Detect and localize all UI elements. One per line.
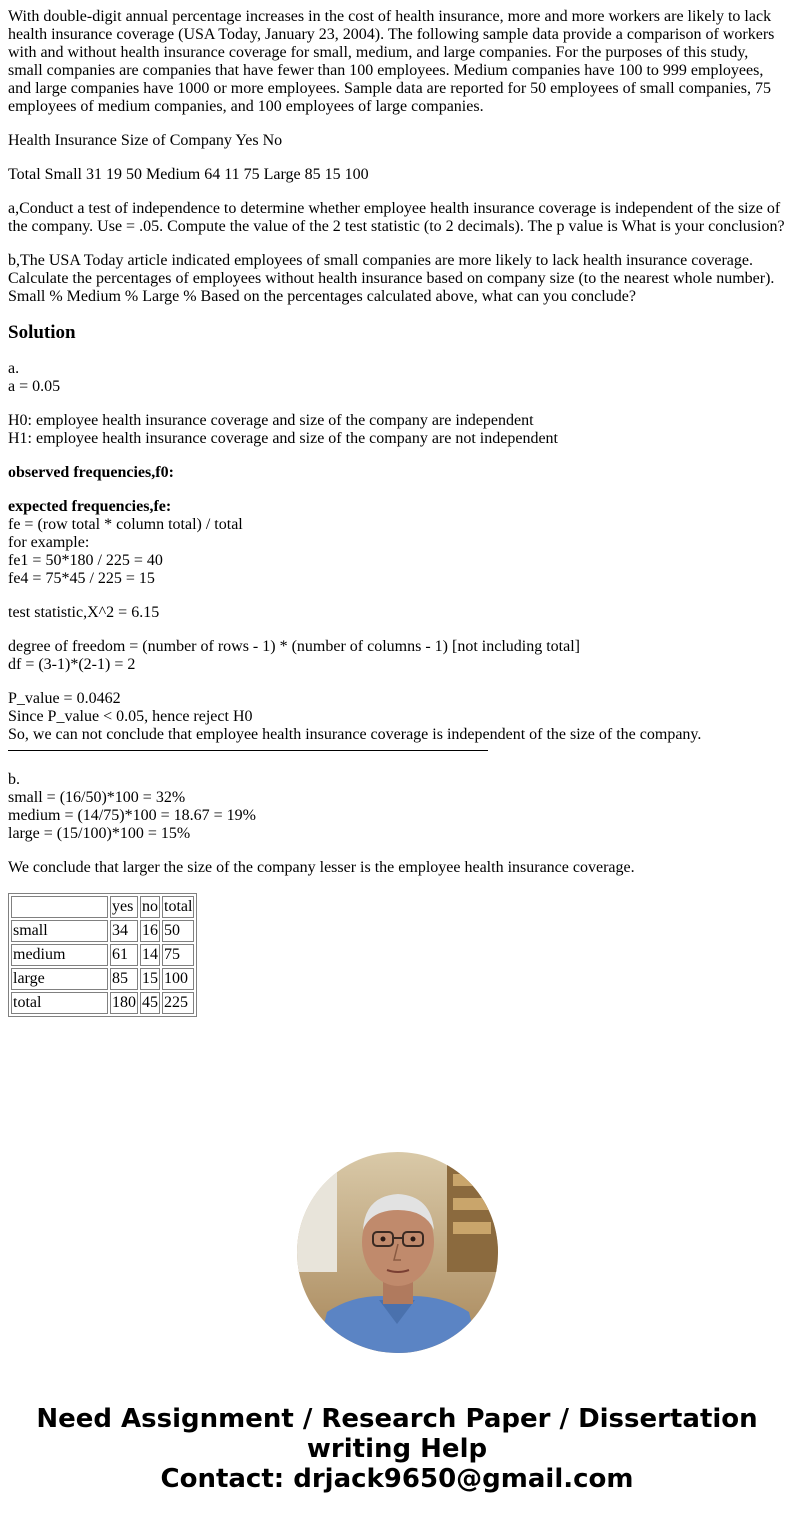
- part-b-label: b.: [8, 771, 20, 788]
- for-example: for example:: [8, 534, 90, 551]
- dof-formula: degree of freedom = (number of rows - 1) * (number of columns - 1) [not including total]: [8, 638, 580, 655]
- large-percentage: large = (15/100)*100 = 15%: [8, 825, 191, 842]
- question-table-data: Total Small 31 19 50 Medium 64 11 75 Large 85 15 100: [8, 166, 369, 183]
- medium-percentage: medium = (14/75)*100 = 18.67 = 19%: [8, 807, 256, 824]
- table-cell: 45: [140, 992, 160, 1014]
- fe1-example: fe1 = 50*180 / 225 = 40: [8, 552, 163, 569]
- df-value: df = (3-1)*(2-1) = 2: [8, 656, 136, 673]
- promo-line-2: writing Help: [306, 1434, 488, 1464]
- table-cell: total: [11, 992, 108, 1014]
- question-table-header: Health Insurance Size of Company Yes No: [8, 132, 283, 149]
- solution-heading: Solution: [8, 322, 76, 343]
- question-part-a: a,Conduct a test of independence to determine whether employee health insurance coverage is independent of the size of the company. Use = .05. Compute the value of the 2 test statistic (to 2 decimals). The p value is What is your conclusion?: [8, 200, 785, 235]
- table-cell: 16: [140, 920, 160, 942]
- table-cell: 225: [162, 992, 194, 1014]
- table-cell: medium: [11, 944, 108, 966]
- table-row: [11, 944, 194, 966]
- table-cell: 50: [162, 920, 194, 942]
- table-cell: small: [11, 920, 108, 942]
- table-row: [11, 992, 194, 1014]
- table-header-cell: total: [162, 896, 194, 918]
- table-cell: 61: [110, 944, 138, 966]
- alpha-value: a = 0.05: [8, 378, 61, 395]
- conclusion-a: So, we can not conclude that employee health insurance coverage is independent of the size of the company.: [8, 726, 702, 743]
- frequency-table: [8, 893, 197, 1017]
- table-header-cell: yes: [110, 896, 138, 918]
- divider: [8, 750, 488, 751]
- table-row: [11, 920, 194, 942]
- p-value: P_value = 0.0462: [8, 690, 121, 707]
- conclusion-b: We conclude that larger the size of the company lesser is the employee health insurance coverage.: [8, 859, 635, 876]
- question-intro: With double-digit annual percentage increases in the cost of health insurance, more and more workers are likely to lack health insurance coverage (USA Today, January 23, 2004). The following sample data provide a comparison of workers with and without health insurance coverage for small, medium, and large companies. For the purposes of this study, small companies are companies that have fewer than 100 employees. Medium companies have 100 to 999 employees, and large companies have 1000 or more employees. Sample data are reported for 50 employees of small companies, 75 employees of medium companies, and 100 employees of large companies.: [8, 8, 775, 115]
- part-a-label: a.: [8, 360, 20, 377]
- table-cell: 15: [140, 968, 160, 990]
- promo-contact: Contact: drjack9650@gmail.com: [160, 1464, 634, 1494]
- part-b-block: [8, 771, 786, 843]
- observed-label: observed frequencies,f0:: [8, 464, 174, 481]
- table-cell: large: [11, 968, 108, 990]
- promo-line-1: Need Assignment / Research Paper / Dissertation: [36, 1404, 758, 1434]
- table-cell: 180: [110, 992, 138, 1014]
- table-cell: 34: [110, 920, 138, 942]
- hypotheses: [8, 412, 786, 448]
- table-header-cell: no: [140, 896, 160, 918]
- promo-banner: [0, 1404, 794, 1494]
- small-percentage: small = (16/50)*100 = 32%: [8, 789, 186, 806]
- alternative-hypothesis: H1: employee health insurance coverage and size of the company are not independent: [8, 430, 558, 447]
- table-cell: 75: [162, 944, 194, 966]
- person-photo-icon: [297, 1152, 498, 1353]
- table-header-cell: [11, 896, 108, 918]
- fe4-example: fe4 = 75*45 / 225 = 15: [8, 570, 155, 587]
- expected-label: expected frequencies,fe:: [8, 498, 172, 515]
- expected-block: [8, 498, 786, 588]
- solution-part-a-intro: [8, 360, 786, 396]
- decision: Since P_value < 0.05, hence reject H0: [8, 708, 253, 725]
- dof-block: [8, 638, 786, 674]
- p-value-block: [8, 690, 786, 744]
- question-part-b: b,The USA Today article indicated employees of small companies are more likely to lack health insurance coverage. Calculate the percentages of employees without health insurance based on company size (to the nearest whole number). Small % Medium % Large % Based on the percentages calculated above, what can you conclude?: [8, 252, 775, 305]
- null-hypothesis: H0: employee health insurance coverage and size of the company are independent: [8, 412, 534, 429]
- table-header-row: [11, 896, 194, 918]
- table-row: [11, 968, 194, 990]
- table-cell: 100: [162, 968, 194, 990]
- table-cell: 85: [110, 968, 138, 990]
- fe-formula: fe = (row total * column total) / total: [8, 516, 243, 533]
- test-statistic: test statistic,X^2 = 6.15: [8, 604, 160, 621]
- table-cell: 14: [140, 944, 160, 966]
